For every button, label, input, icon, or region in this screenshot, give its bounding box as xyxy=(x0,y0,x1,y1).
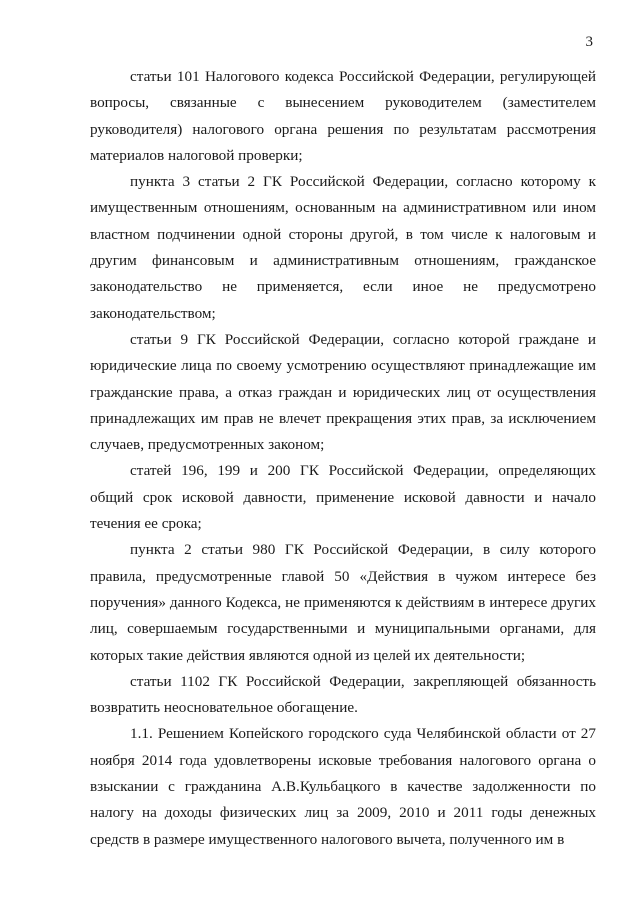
paragraph: пункта 2 статьи 980 ГК Российской Федерации, в силу которого правила, предусмотренные главой 50 «Действия в чужом интересе без поручения» данного Кодекса, не применяются к действиям в интересе других лиц, совершаемым государственными и муниципальными органами, для которых такие действия являются одной из целей их деятельности; xyxy=(90,541,596,664)
document-body xyxy=(90,64,596,853)
paragraph: статьи 101 Налогового кодекса Российской Федерации, регулирующей вопросы, связанные с вынесением руководителем (заместителем руководителя) налогового органа решения по результатам рассмотрения материалов налоговой проверки; xyxy=(90,68,596,164)
paragraph: 1.1. Решением Копейского городского суда Челябинской области от 27 ноября 2014 года удовлетворены исковые требования налогового органа о взыскании с гражданина А.В.Кульбацкого в качестве задолженности по налогу на доходы физических лиц за 2009, 2010 и 2011 годы денежных средств в размере имущественного налогового вычета, полученного им в xyxy=(90,725,596,848)
paragraph: статей 196, 199 и 200 ГК Российской Федерации, определяющих общий срок исковой давности, применение исковой давности и начало течения ее срока; xyxy=(90,462,596,533)
paragraph: статьи 9 ГК Российской Федерации, согласно которой граждане и юридические лица по своему усмотрению осуществляют принадлежащие им гражданские права, а отказ граждан и юридических лиц от осуществления принадлежащих им прав не влечет прекращения этих прав, за исключением случаев, предусмотренных законом; xyxy=(90,330,596,454)
paragraph: статьи 1102 ГК Российской Федерации, закрепляющей обязанность возвратить неосновательное обогащение. xyxy=(90,672,596,717)
paragraph: пункта 3 статьи 2 ГК Российской Федерации, согласно которому к имущественным отношениям, основанным на административном или ином властном подчинении одной стороны другой, в том числе к налоговым и другим финансовым и административным отношениям, гражданское законодательство не применяется, если иное не предусмотрено законодательством; xyxy=(90,173,596,322)
page-number: 3 xyxy=(585,34,593,50)
